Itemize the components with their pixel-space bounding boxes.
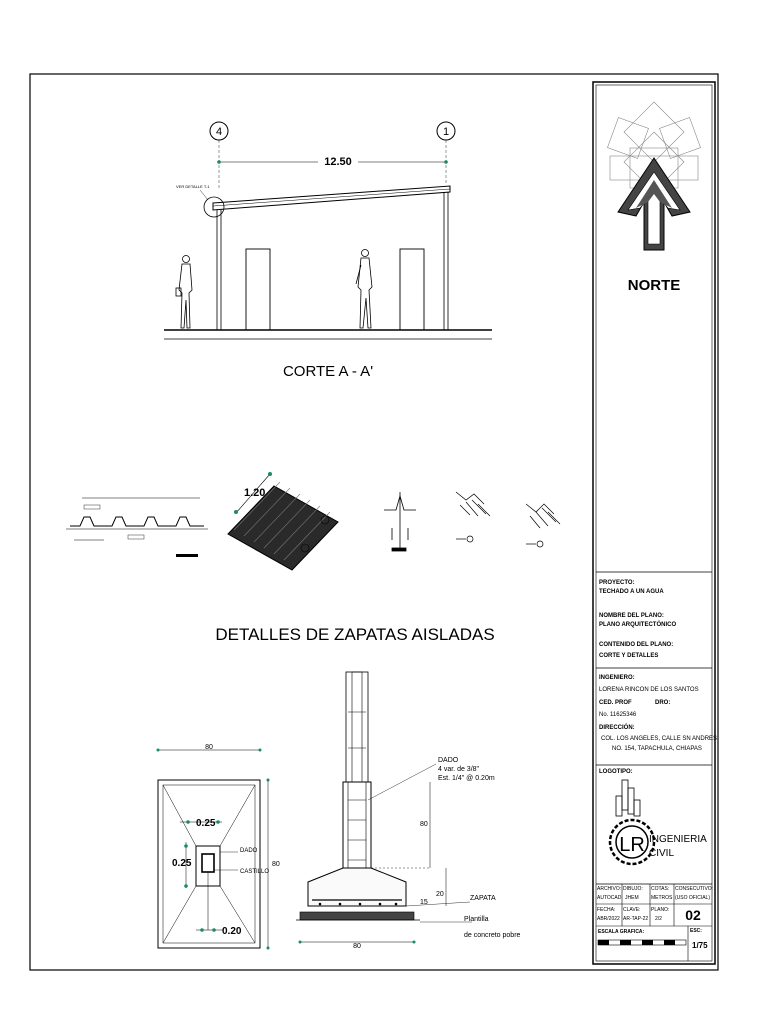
section-a-a [164,122,492,380]
archivo-label: ARCHIVO: [597,886,622,892]
svg-text:0.20: 0.20 [222,926,242,937]
clave-value: AR-TAP-22 [623,916,649,922]
cotas-label: COTAS: [651,886,670,892]
footing-section-view [296,672,521,950]
ingeniero-value: LORENA RINCON DE LOS SANTOS [599,687,699,693]
svg-text:LR: LR [619,834,645,856]
plantilla-section [300,912,414,920]
contenido-value: CORTE Y DETALLES [599,653,659,659]
svg-text:80: 80 [205,744,213,751]
person-figure-right [356,250,372,329]
graphic-scale [598,940,686,945]
svg-text:4: 4 [215,126,223,138]
sheet-number: 02 [685,907,701,923]
person-figure-left [176,256,192,329]
axis-bubble-4 [210,122,228,140]
ced-value: No. 11625346 [599,712,637,718]
dro-label: DRO: [655,700,671,706]
roof-sheet-isometric [228,472,338,570]
svg-text:0.25: 0.25 [172,858,192,869]
ingeniero-label: INGENIERO: [599,675,635,681]
archivo-value: AUTOCAD [597,895,622,901]
escala-value: 1/75 [692,941,708,950]
fecha-value: ABR/2022 [597,916,620,922]
roof-profile-detail [66,498,208,557]
footing-plan-view [157,744,280,950]
span-dimension: 12.50 [324,156,352,168]
logotipo-label: LOGOTIPO: [599,769,633,775]
direccion-line2: NO. 154, TAPACHULA, CHIAPAS [612,746,702,752]
direccion-label: DIRECCIÓN: [599,725,635,731]
svg-text:DADO: DADO [438,757,459,764]
sheet-width-dimension: 1.20 [244,487,266,499]
north-arrow-icon [607,102,700,250]
consecutivo-label: CONSECUTIVO: [675,886,714,892]
svg-text:20: 20 [436,891,444,898]
dibujo-label: DIBUJO: [623,886,643,892]
door-left [246,249,270,330]
svg-text:4 var. de 3/8": 4 var. de 3/8" [438,766,480,773]
clave-label: CLAVE: [623,907,641,913]
contenido-label: CONTENIDO DEL PLANO: [599,642,674,648]
escala-grafica-label: ESCALA GRAFICA: [598,929,645,935]
dibujo-value: JHEM [625,895,639,901]
proyecto-value: TECHADO A UN AGUA [599,589,664,595]
ced-label: CED. PROF [599,700,632,706]
fastener-detail-3 [526,504,560,547]
svg-text:VER DETALLE T-1: VER DETALLE T-1 [176,184,210,189]
footing-title: DETALLES DE ZAPATAS AISLADAS [215,625,495,644]
axis-bubble-1 [437,122,455,140]
castillo-plan [202,854,214,872]
direccion-line1: COL. LOS ANGELES, CALLE SN ANDRES [601,736,718,742]
svg-text:Est. 1/4" @ 0.20m: Est. 1/4" @ 0.20m [438,775,495,782]
svg-text:ZAPATA: ZAPATA [470,895,496,902]
svg-text:80: 80 [353,943,361,950]
fecha-label: FECHA: [597,907,616,913]
svg-text:80: 80 [272,861,280,868]
fastener-detail-1 [384,492,416,551]
nombre-label: NOMBRE DEL PLANO: [599,613,664,619]
svg-text:1: 1 [442,126,450,138]
north-label: NORTE [627,277,681,294]
svg-text:CASTILLO: CASTILLO [240,869,270,875]
svg-text:INGENIERIA: INGENIERIA [649,834,707,845]
company-logo [610,780,707,864]
escala-label: ESC: [690,928,702,934]
svg-text:CIVIL: CIVIL [649,848,675,859]
proyecto-label: PROYECTO: [599,580,635,586]
fastener-detail-2 [456,492,490,542]
roof-sheet [213,186,450,210]
svg-text:15: 15 [420,899,428,906]
svg-text:DADO: DADO [240,848,258,854]
nombre-value: PLANO ARQUITECTÓNICO [599,622,677,628]
cotas-value: METROS [651,895,673,901]
sheet-border [30,74,718,970]
door-right [400,249,424,330]
svg-text:Plantilla: Plantilla [464,916,489,923]
svg-text:80: 80 [420,821,428,828]
section-title: CORTE A - A' [282,363,374,380]
plano-value: 2/2 [655,916,662,922]
svg-text:0.25: 0.25 [196,818,216,829]
consecutivo-value: (USO OFICIAL) [675,895,711,901]
plano-label: PLANO: [651,907,670,913]
svg-text:de concreto pobre: de concreto pobre [464,932,521,939]
